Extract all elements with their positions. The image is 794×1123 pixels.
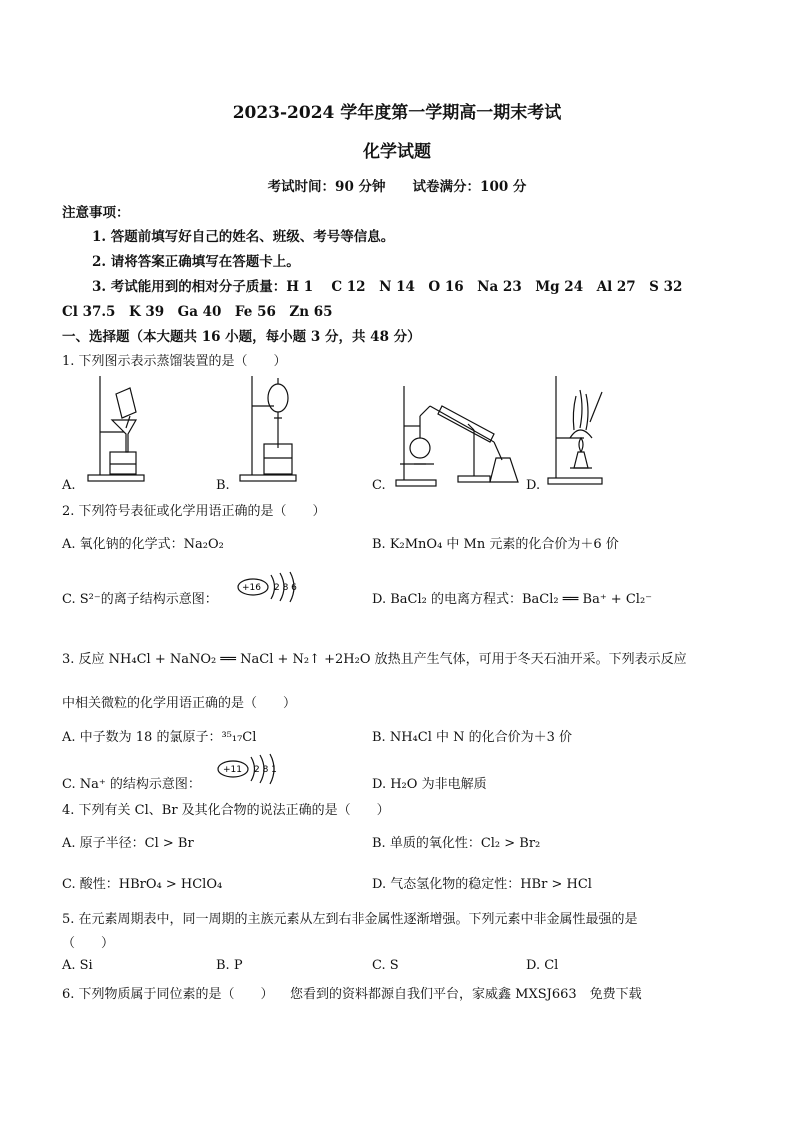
q2-shell-label: 2 8 6 bbox=[274, 583, 297, 593]
notes-item-1: 1. 答题前填写好自己的姓名、班级、考号等信息。 bbox=[92, 229, 395, 245]
q4-stem: 4. 下列有关 Cl、Br 及其化合物的说法正确的是（ ） bbox=[62, 803, 390, 818]
q5-option-d: D. Cl bbox=[526, 958, 559, 973]
q5-stem-line1: 5. 在元素周期表中，同一周期的主族元素从左到右非金属性逐渐增强。下列元素中非金属性最强的是 bbox=[62, 912, 638, 927]
q1-figure-d bbox=[546, 372, 606, 486]
q4-option-d: D. 气态氢化物的稳定性：HBr > HCl bbox=[372, 877, 592, 892]
q3-option-a: A. 中子数为 18 的氯原子：³⁵₁₇Cl bbox=[62, 730, 257, 745]
exam-info: 考试时间：90 分钟 试卷满分：100 分 bbox=[267, 179, 527, 195]
q5-stem-line2: （ ） bbox=[62, 936, 115, 951]
q2-option-d: D. BaCl₂ 的电离方程式：BaCl₂ ══ Ba⁺ + Cl₂⁻ bbox=[372, 592, 653, 607]
q1-label-c: C. bbox=[372, 478, 386, 493]
notes-item-3: 3. 考试能用到的相对分子质量：H 1 C 12 N 14 O 16 Na 23 Mg 24 Al 27 S 32 bbox=[92, 279, 683, 295]
q3-option-c: C. Na⁺ 的结构示意图： bbox=[62, 777, 201, 792]
q1-figure-b bbox=[238, 372, 300, 484]
exam-subtitle: 化学试题 bbox=[363, 142, 431, 162]
q2-stem: 2. 下列符号表征或化学用语正确的是（ ） bbox=[62, 504, 326, 519]
q1-label-a: A. bbox=[62, 478, 76, 493]
q4-option-b: B. 单质的氧化性：Cl₂ > Br₂ bbox=[372, 836, 541, 851]
q5-option-b: B. P bbox=[216, 958, 243, 973]
q2-option-c: C. S²⁻的离子结构示意图： bbox=[62, 592, 218, 607]
q3-option-b: B. NH₄Cl 中 N 的化合价为＋3 价 bbox=[372, 730, 573, 745]
q1-label-d: D. bbox=[526, 478, 541, 493]
q2-ion-diagram bbox=[234, 570, 306, 604]
q2-option-a: A. 氧化钠的化学式：Na₂O₂ bbox=[62, 537, 224, 552]
q5-option-a: A. Si bbox=[62, 958, 93, 973]
q3-stem-line1: 3. 反应 NH₄Cl + NaNO₂ ══ NaCl + N₂↑ +2H₂O 放热且产生气体，可用于冬天石油开采。下列表示反应 bbox=[62, 652, 687, 667]
q2-nucleus-label: +16 bbox=[242, 583, 261, 593]
q1-figure-c bbox=[394, 372, 524, 490]
exam-title: 2023-2024 学年度第一学期高一期末考试 bbox=[232, 103, 562, 123]
q1-figure-a bbox=[86, 372, 148, 484]
q6-watermark: 您看到的资料都源自我们平台，家威鑫 MXSJ663 免费下载 bbox=[290, 987, 642, 1002]
notes-heading: 注意事项： bbox=[62, 205, 130, 221]
q3-shell-label: 2 8 1 bbox=[254, 765, 277, 775]
q3-option-d: D. H₂O 为非电解质 bbox=[372, 777, 487, 792]
q3-stem-line2: 中相关微粒的化学用语正确的是（ ） bbox=[62, 696, 297, 711]
q5-option-c: C. S bbox=[372, 958, 399, 973]
notes-item-2: 2. 请将答案正确填写在答题卡上。 bbox=[92, 254, 300, 270]
q6-stem: 6. 下列物质属于同位素的是（ ） bbox=[62, 987, 274, 1002]
q4-option-c: C. 酸性：HBrO₄ > HClO₄ bbox=[62, 877, 223, 892]
notes-item-3-cont: Cl 37.5 K 39 Ga 40 Fe 56 Zn 65 bbox=[62, 304, 333, 320]
q3-nucleus-label: +11 bbox=[223, 765, 242, 775]
q1-label-b: B. bbox=[216, 478, 230, 493]
q4-option-a: A. 原子半径：Cl > Br bbox=[62, 836, 194, 851]
section-heading: 一、选择题（本大题共 16 小题，每小题 3 分，共 48 分） bbox=[62, 329, 421, 345]
q2-option-b: B. K₂MnO₄ 中 Mn 元素的化合价为＋6 价 bbox=[372, 537, 619, 552]
q1-stem: 1. 下列图示表示蒸馏装置的是（ ） bbox=[62, 354, 287, 369]
q3-ion-diagram bbox=[214, 752, 286, 786]
